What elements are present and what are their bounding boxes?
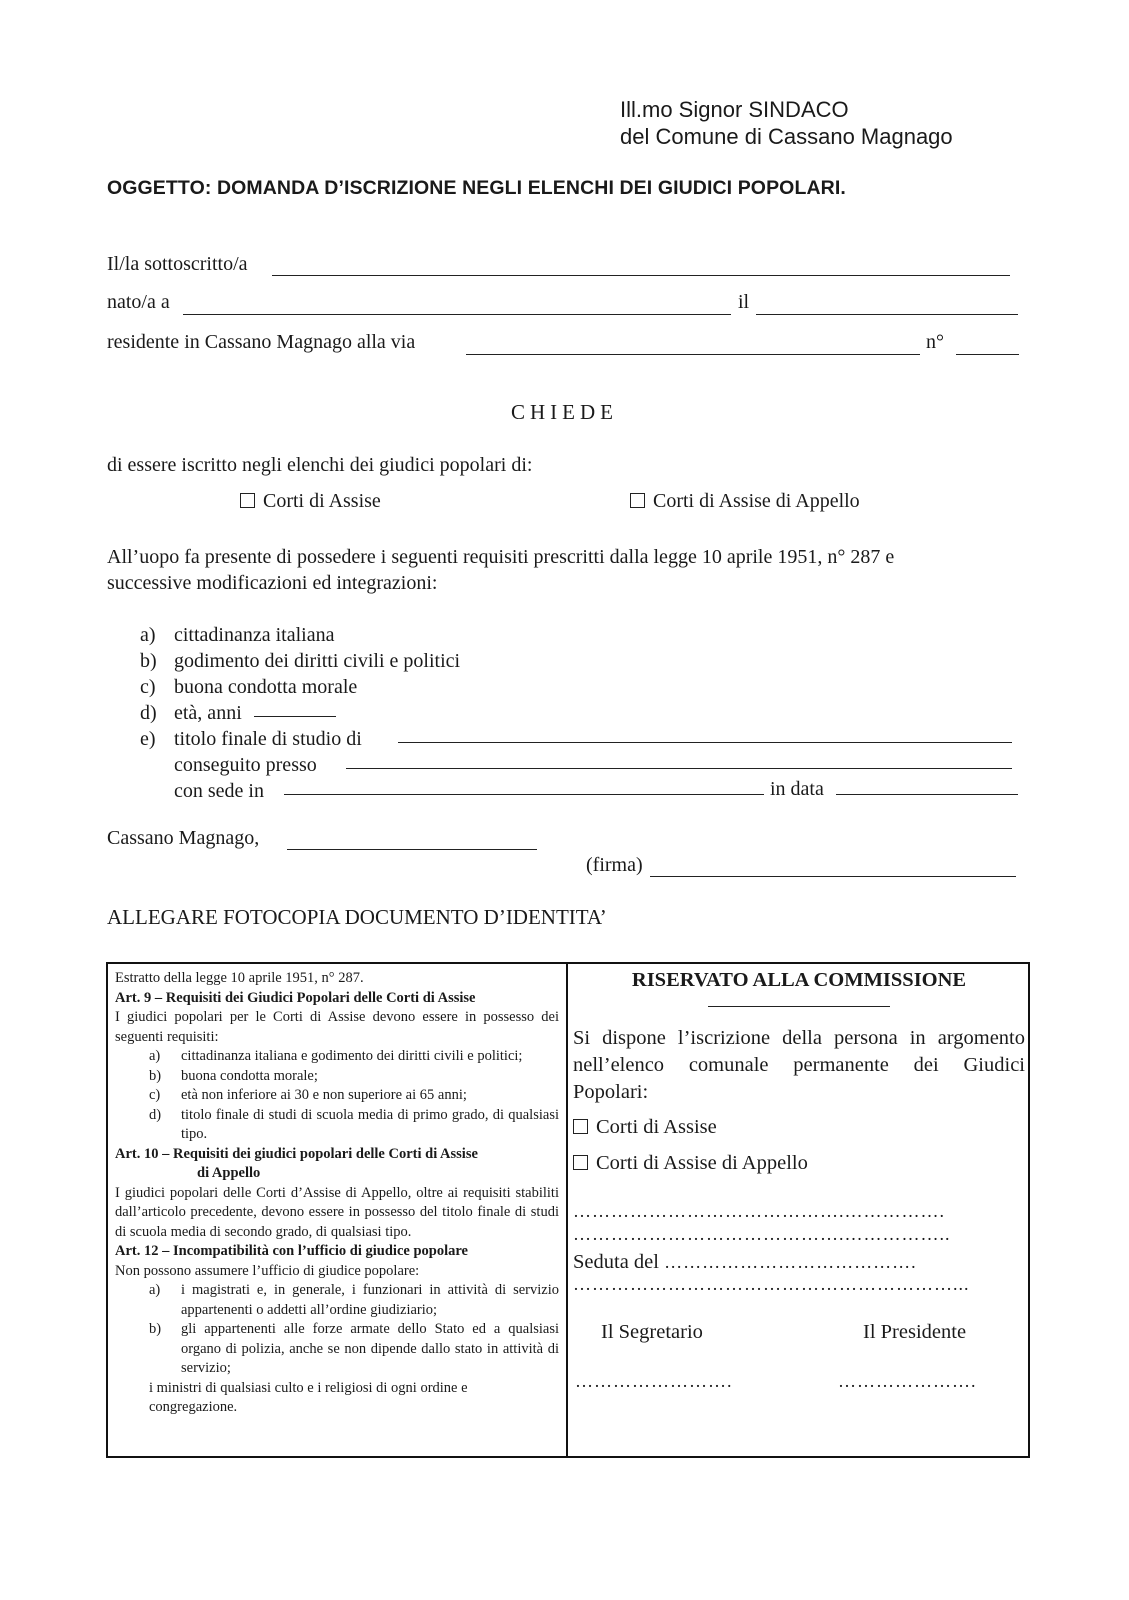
addressee	[620, 96, 953, 150]
list-item-text: cittadinanza italiana e godimento dei diritti civili e politici;	[181, 1048, 523, 1064]
list-item	[115, 1047, 559, 1067]
signature-field[interactable]	[650, 876, 1016, 877]
commission-dots-3[interactable]: ……………………………………………………...	[573, 1274, 970, 1294]
street-field[interactable]	[466, 354, 920, 355]
option-corti-assise-label: Corti di Assise	[263, 490, 381, 512]
requirements-intro-1: All’uopo fa presente di possedere i seguenti requisiti prescritti dalla legge 10 aprile 1951, n° 287 e	[107, 546, 895, 568]
commission-option-appello[interactable]: Corti di Assise di Appello	[573, 1152, 1025, 1175]
secretary-label: Il Segretario	[601, 1321, 703, 1343]
requirements-list	[140, 622, 460, 804]
list-item-text: i magistrati e, in generale, i funzionari in attività di servizio appartenenti o addetti all’ordine giudiziario;	[181, 1282, 559, 1318]
subject-title: OGGETTO: DOMANDA D’ISCRIZIONE NEGLI ELENCHI DEI GIUDICI POPOLARI.	[107, 177, 846, 199]
attach-note: ALLEGARE FOTOCOPIA DOCUMENTO D’IDENTITA’	[107, 905, 607, 929]
list-item: con sede in	[174, 780, 264, 802]
art12-intro: Non possono assumere l’ufficio di giudice popolare:	[115, 1262, 420, 1279]
birthdate-field[interactable]	[756, 314, 1018, 315]
sottoscritto-label: Il/la sottoscritto/a	[107, 253, 248, 275]
list-item: e) titolo finale di studio di	[140, 728, 362, 750]
seduta-dots[interactable]: ………………………………….	[664, 1252, 917, 1272]
addressee-line-1: Ill.mo Signor SINDACO	[620, 97, 849, 122]
column-divider	[566, 964, 568, 1456]
option-corti-assise-appello[interactable]	[630, 490, 860, 513]
art10-title-cont: di Appello	[197, 1165, 261, 1181]
addressee-line-2: del Comune di Cassano Magnago	[620, 124, 953, 149]
commission-section	[573, 964, 1025, 1401]
seduta-row	[573, 1251, 1025, 1274]
option-corti-assise[interactable]	[240, 490, 381, 513]
age-field[interactable]	[254, 716, 336, 717]
art12-title: Art. 12 – Incompatibilità con l’ufficio di giudice popolare	[115, 1243, 468, 1259]
date-field[interactable]	[836, 794, 1018, 795]
list-item: b) godimento dei diritti civili e politici	[140, 650, 461, 672]
president-signature-field[interactable]: ………………….	[838, 1371, 977, 1391]
list-item-letter: b)	[149, 1321, 162, 1337]
law-commission-table	[106, 962, 1030, 1458]
commission-dots-2[interactable]: …………………………………….……………..	[573, 1224, 951, 1244]
list-item: d) età, anni	[140, 702, 242, 724]
list-item-letter: a)	[149, 1048, 161, 1064]
checkbox-icon[interactable]	[573, 1119, 588, 1134]
list-item-text: buona condotta morale;	[181, 1067, 318, 1084]
birthplace-field[interactable]	[183, 314, 731, 315]
street-number-field[interactable]	[956, 354, 1019, 355]
commission-option-assise[interactable]: Corti di Assise	[573, 1116, 1025, 1139]
study-title-field[interactable]	[398, 742, 1012, 743]
list-item-letter: c)	[149, 1087, 161, 1103]
art12-items	[115, 1281, 559, 1379]
commission-dots-1[interactable]: …………………………………….…………….	[573, 1201, 945, 1221]
checkbox-icon[interactable]	[630, 493, 645, 508]
signatures-row	[573, 1321, 1025, 1355]
law-extract	[115, 969, 559, 1418]
list-item-letter: b)	[149, 1067, 162, 1084]
list-item: c) buona condotta morale	[140, 676, 358, 698]
art9-title: Art. 9 – Requisiti dei Giudici Popolari delle Corti di Assise	[115, 989, 476, 1006]
secretary-signature-field[interactable]: …………………….	[575, 1371, 733, 1391]
list-item: a) cittadinanza italiana	[140, 624, 335, 646]
list-item-text: titolo finale di studi di scuola media di primo grado, di qualsiasi tipo.	[181, 1106, 559, 1142]
list-item	[115, 1281, 559, 1320]
signature-dots-row	[573, 1371, 1025, 1401]
chiede-heading: CHIEDE	[511, 400, 618, 424]
seduta-label: Seduta del	[573, 1251, 659, 1273]
residente-label: residente in Cassano Magnago alla via	[107, 331, 416, 353]
option-corti-assise-appello-label: Corti di Assise di Appello	[653, 490, 860, 512]
art10-title: Art. 10 – Requisiti dei giudici popolari delle Corti di Assise	[115, 1145, 478, 1162]
list-item	[115, 1320, 559, 1379]
requirements-intro-2: successive modificazioni ed integrazioni:	[107, 572, 438, 594]
checkbox-icon[interactable]	[240, 493, 255, 508]
list-item-text: gli appartenenti alle forze armate dello Stato ed a qualsiasi organo di polizia, anche se non dipende dallo stato in attività di servizio;	[181, 1321, 559, 1376]
list-item: conseguito presso	[174, 754, 317, 776]
commission-divider	[708, 1006, 890, 1007]
request-intro: di essere iscritto negli elenchi dei giudici popolari di:	[107, 454, 533, 476]
nato-label: nato/a a	[107, 291, 170, 313]
commission-title: RISERVATO ALLA COMMISSIONE	[631, 969, 967, 991]
place-label: Cassano Magnago,	[107, 827, 260, 849]
sottoscritto-field[interactable]	[272, 275, 1010, 276]
date-label: in data	[770, 778, 824, 800]
art10-text: I giudici popolari delle Corti d’Assise di Appello, oltre ai requisiti stabiliti dall’articolo precedente, devono essere in possesso del titolo finale di studi di scuola media di secondo grado, di qualsiasi tipo.	[115, 1184, 559, 1240]
law-heading: Estratto della legge 10 aprile 1951, n° 287.	[115, 970, 364, 986]
art9-intro: I giudici popolari per le Corti di Assise devono essere in possesso dei seguenti requisiti:	[115, 1009, 559, 1045]
art9-items	[115, 1047, 559, 1145]
place-date-field[interactable]	[287, 849, 537, 850]
birthdate-label: il	[738, 291, 750, 313]
list-item	[115, 1086, 559, 1106]
study-institute-field[interactable]	[346, 768, 1012, 769]
institute-city-field[interactable]	[284, 794, 764, 795]
list-item	[115, 1067, 559, 1087]
street-number-label: n°	[926, 331, 944, 353]
list-item-letter: a)	[149, 1282, 161, 1298]
president-label: Il Presidente	[863, 1321, 967, 1343]
list-item	[115, 1106, 559, 1145]
commission-text: Si dispone l’iscrizione della persona in argomento nell’elenco comunale permanente dei Giudici Popolari:	[573, 1027, 1025, 1103]
signature-label: (firma)	[586, 854, 643, 876]
checkbox-icon[interactable]	[573, 1155, 588, 1170]
list-item-letter: d)	[149, 1106, 162, 1123]
art12-tail: i ministri di qualsiasi culto e i religiosi di ogni ordine e congregazione.	[149, 1379, 468, 1415]
list-item-text: età non inferiore ai 30 e non superiore ai 65 anni;	[181, 1087, 467, 1103]
